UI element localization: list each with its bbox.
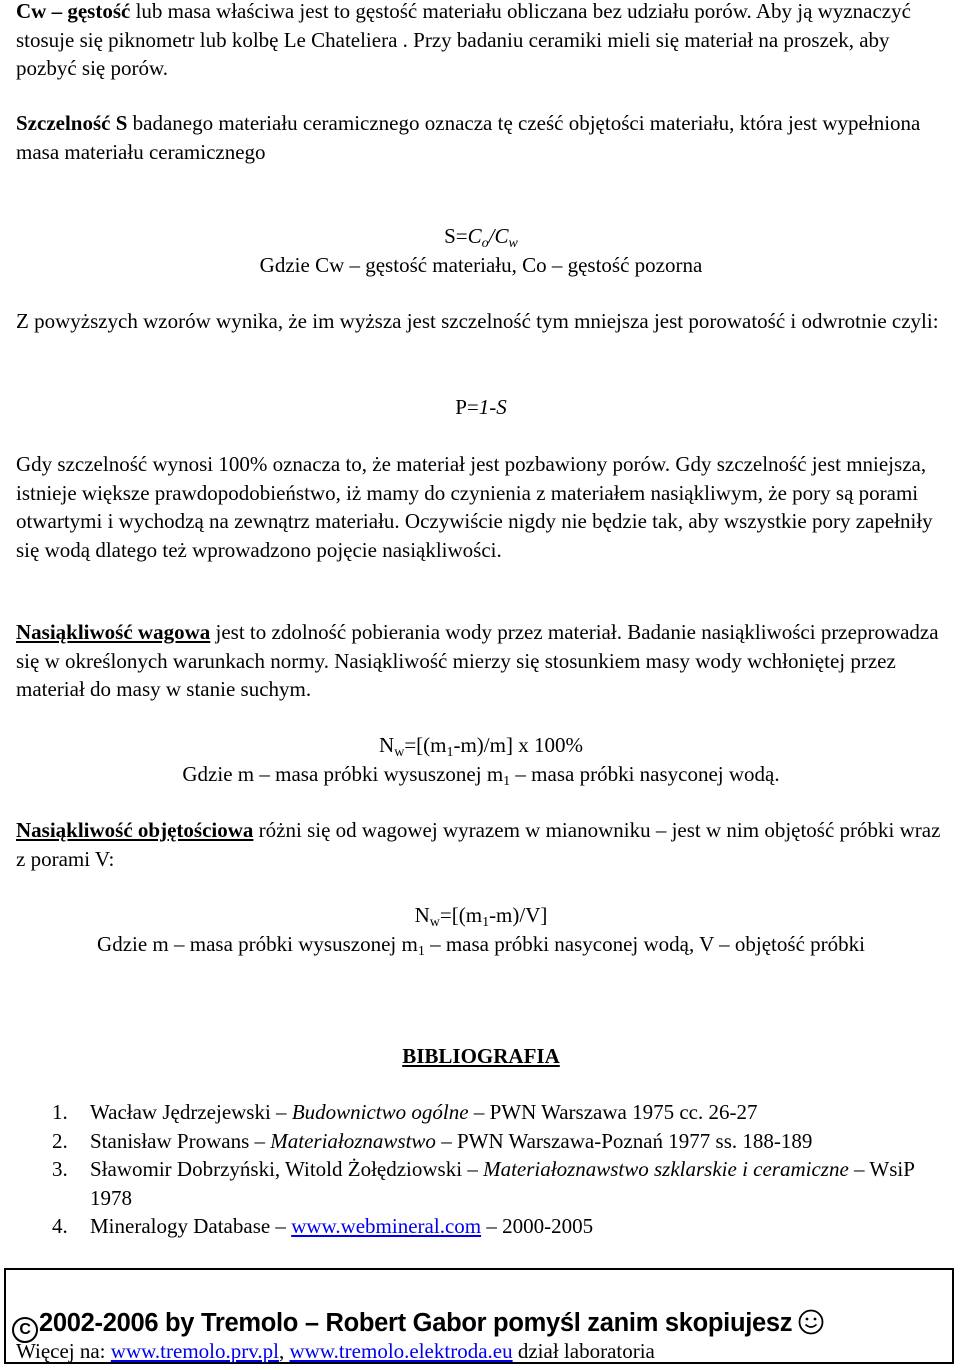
webmineral-link[interactable]: www.webmineral.com [291, 1214, 482, 1238]
tremolo-elektroda-link[interactable]: www.tremolo.elektroda.eu [289, 1339, 513, 1363]
copyright-line: C 2002-2006 by Tremolo – Robert Gabor pomyśl zanim skopiujesz [12, 1308, 942, 1343]
bibliography-item: 4. Mineralogy Database – www.webmineral.com – 2000-2005 [52, 1214, 594, 1238]
formula-volume-absorption: $N_w=[(m_1-m)/V]$ [414, 903, 548, 930]
formula-weight-absorption: $N_w=[(m_1-m)/m]$ x 100% [379, 733, 583, 760]
term-tightness: Szczelność S [16, 111, 128, 135]
term-volume-absorption: Nasiąkliwość objętościowa [16, 818, 254, 842]
paragraph-volume-absorption: Nasiąkliwość objętościowa różni się od wagowej wyrazem w mianowniku – jest w nim objętość próbki wraz z porami V: [16, 818, 941, 871]
bibliography-item: 2. Stanisław Prowans – Materiałoznawstwo – PWN Warszawa-Poznań 1977 ss. 188-189 [52, 1128, 813, 1153]
bibliography-item: 3. Sławomir Dobrzyński, Witold Żołędziowski – Materiałoznawstwo szklarskie i ceramiczne – WsiP 1978 [52, 1157, 915, 1210]
footer-box [4, 1268, 954, 1364]
term-density: Cw – gęstość [16, 0, 131, 23]
formula-volume-absorption-legend: Gdzie m – masa próbki wysuszonej $m_1$ – masa próbki nasyconej wodą, V – objętość próbki [97, 932, 865, 959]
formula-weight-absorption-legend: Gdzie m – masa próbki wysuszonej $m_1$ – masa próbki nasyconej wodą. [182, 762, 780, 789]
bibliography-item: 1. Wacław Jędrzejewski – Budownictwo ogólne – PWN Warszawa 1975 cc. 26-27 [52, 1100, 758, 1124]
paragraph-density [16, 0, 946, 83]
smiley-icon [798, 1309, 824, 1335]
term-weight-absorption: Nasiąkliwość wagowa [16, 620, 211, 644]
paragraph-text: lub masa właściwa jest to gęstość materiału obliczana bez udziału porów. Aby ją wyznaczyć stosuje się piknometr lub kolbę Le Chateliera . Przy badaniu ceramiki mieli się materiał na proszek, aby pozbyć się porów. [16, 0, 911, 80]
tremolo-prv-link[interactable]: www.tremolo.prv.pl [110, 1339, 279, 1363]
paragraph-tightness [16, 109, 946, 166]
bibliography-list [52, 1098, 922, 1241]
formula-porosity: P=1-S [455, 395, 507, 419]
paragraph-porosity: Z powyższych wzorów wynika, że im wyższa jest szczelność tym mniejsza jest porowatość i odwrotnie czyli: [16, 309, 939, 333]
bibliography-title: BIBLIOGRAFIA [402, 1044, 560, 1068]
paragraph-weight-absorption: Nasiąkliwość wagowa jest to zdolność pobierania wody przez materiał. Badanie nasiąkliwości przeprowadza się w określonych warunkach normy. Nasiąkliwość mierzy się stosunkiem masy wody wchłoniętej przez materiał do masy w stanie suchym. [16, 620, 939, 701]
paragraph-text: badanego materiału ceramicznego oznacza tę cześć objętości materiału, która jest wypełniona masa materiału ceramicznego [16, 111, 921, 164]
paragraph-absorption-intro: Gdy szczelność wynosi 100% oznacza to, że materiał jest pozbawiony porów. Gdy szczelność jest mniejsza, istnieje większe prawdopodobieństwo, iż mamy do czynienia z materiałem nasiąkliwym, że pory są porami otwartymi i wychodzą na zewnątrz materiału. Oczywiście nigdy nie będzie tak, aby wszystkie pory zapełniły się wodą dlatego też wprowadzono pojęcie nasiąkliwości. [16, 452, 933, 562]
formula-tightness-legend: Gdzie Cw – gęstość materiału, Co – gęstość pozorna [259, 253, 703, 277]
more-links-line: Więcej na: www.tremolo.prv.pl, www.tremolo.elektroda.eu dział laboratoria [16, 1339, 655, 1363]
copyright-icon: C [12, 1317, 38, 1343]
formula-tightness: $S=C_o/C_w$ [444, 224, 518, 251]
